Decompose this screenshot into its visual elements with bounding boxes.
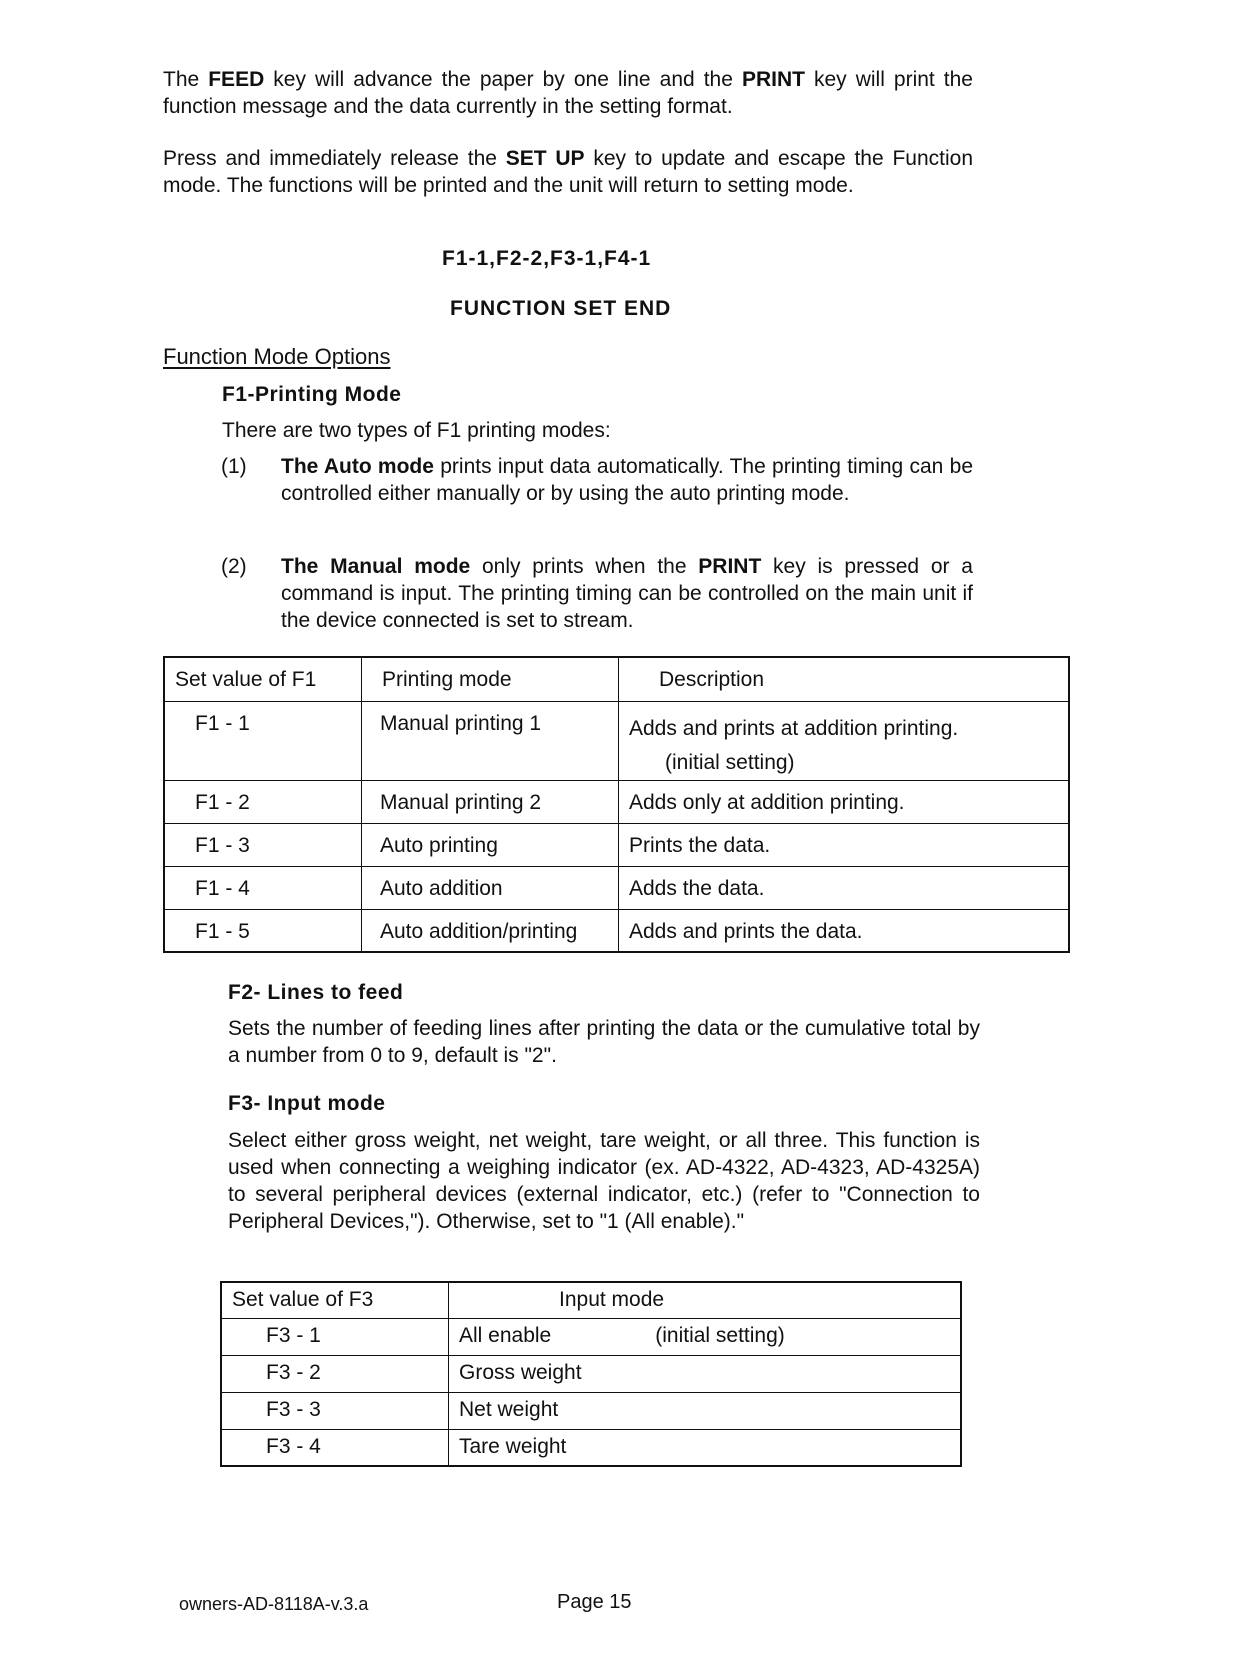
table-cell-mode: Net weight <box>449 1392 962 1429</box>
table-header-row <box>221 1282 961 1318</box>
text: key is pressed or a command is input. The printing timing can be controlled on the main unit if the device connected is set to stream. <box>281 555 973 632</box>
list-number: (2) <box>221 555 247 578</box>
table-cell-desc: Adds the data. <box>619 866 1070 909</box>
text: only prints when the <box>470 555 699 578</box>
table-row <box>221 1355 961 1392</box>
table-cell-value: F1 - 4 <box>164 866 362 909</box>
text: prints input data automatically. The printing timing can be controlled either manually or by using the auto printing mode. <box>281 455 973 505</box>
intro-paragraph-feed-print <box>163 66 973 120</box>
f1-list-item-2 <box>221 553 973 635</box>
table-cell-desc <box>619 701 1070 780</box>
section-title: Function Mode Options <box>163 344 391 369</box>
table-row <box>221 1429 961 1466</box>
table-header: Input mode <box>449 1282 962 1318</box>
text: All enable <box>459 1323 552 1347</box>
initial-setting-note: (initial setting) <box>655 1323 785 1347</box>
table-cell-value: F1 - 5 <box>164 909 362 952</box>
auto-mode-label: The Auto mode <box>281 455 434 478</box>
table-cell-value: F3 - 2 <box>221 1355 449 1392</box>
print-key-label: PRINT <box>698 555 762 578</box>
initial-setting-note: (initial setting) <box>665 750 795 774</box>
table-row <box>164 701 1069 780</box>
table-cell-mode: Tare weight <box>449 1429 962 1466</box>
table-cell-mode: Manual printing 1 <box>362 701 619 780</box>
table-row <box>164 823 1069 866</box>
table-cell-mode: Gross weight <box>449 1355 962 1392</box>
table-row <box>164 780 1069 823</box>
list-text <box>281 453 973 507</box>
table-header: Set value of F3 <box>221 1282 449 1318</box>
table-row <box>221 1392 961 1429</box>
printout-line-2: FUNCTION SET END <box>450 297 672 320</box>
text: key to update and escape the Function mode. The functions will be printed and the unit will return to setting mode. <box>163 147 973 197</box>
table-row <box>221 1318 961 1355</box>
f1-intro: There are two types of F1 printing modes: <box>222 419 611 442</box>
footer-doc-id: owners-AD-8118A-v.3.a <box>179 1594 369 1614</box>
table-row <box>164 866 1069 909</box>
table-cell-value: F1 - 1 <box>164 701 362 780</box>
table-cell-desc: Adds only at addition printing. <box>619 780 1070 823</box>
f2-heading: F2- Lines to feed <box>228 981 404 1004</box>
table-cell-value: F3 - 1 <box>221 1318 449 1355</box>
f3-heading: F3- Input mode <box>228 1092 386 1115</box>
manual-mode-label: The Manual mode <box>281 555 471 578</box>
text: The <box>163 68 209 91</box>
table-cell-value: F1 - 3 <box>164 823 362 866</box>
table-cell-value: F3 - 3 <box>221 1392 449 1429</box>
intro-paragraph-setup <box>163 145 973 199</box>
table-header-row <box>164 657 1069 701</box>
table-cell-value: F1 - 2 <box>164 780 362 823</box>
table-header: Set value of F1 <box>164 657 362 701</box>
table-cell-mode: Auto addition <box>362 866 619 909</box>
printout-line-1: F1-1,F2-2,F3-1,F4-1 <box>442 247 652 270</box>
text: Adds and prints at addition printing. <box>629 716 959 740</box>
table-cell-mode: Auto addition/printing <box>362 909 619 952</box>
f3-table <box>220 1281 962 1467</box>
f1-list-item-1 <box>221 453 973 535</box>
text: key will advance the paper by one line and the <box>264 68 742 91</box>
table-header: Description <box>619 657 1070 701</box>
setup-key-label: SET UP <box>505 147 585 170</box>
text: Press and immediately release the <box>163 147 506 170</box>
f1-table <box>163 656 1070 953</box>
table-header: Printing mode <box>362 657 619 701</box>
text: key will print the function message and the data currently in the setting format. <box>163 68 973 118</box>
table-cell-desc: Prints the data. <box>619 823 1070 866</box>
f3-text: Select either gross weight, net weight, tare weight, or all three. This function is used when connecting a weighing indicator (ex. AD-4322, AD-4323, AD-4325A) to several peripheral devices (external indicator, etc.) (refer to "Connection to Peripheral Devices,"). Otherwise, set to "1 (All enable)." <box>228 1129 980 1233</box>
table-cell-mode <box>449 1318 962 1355</box>
list-number: (1) <box>221 455 247 478</box>
f1-heading: F1-Printing Mode <box>222 383 402 406</box>
footer-page-number: Page 15 <box>557 1591 632 1613</box>
print-key-label: PRINT <box>741 68 805 91</box>
table-cell-desc: Adds and prints the data. <box>619 909 1070 952</box>
feed-key-label: FEED <box>208 68 265 91</box>
table-cell-value: F3 - 4 <box>221 1429 449 1466</box>
f2-text: Sets the number of feeding lines after printing the data or the cumulative total by a number from 0 to 9, default is "2". <box>228 1017 980 1067</box>
list-text <box>281 553 973 634</box>
table-cell-mode: Manual printing 2 <box>362 780 619 823</box>
table-row <box>164 909 1069 952</box>
table-cell-mode: Auto printing <box>362 823 619 866</box>
